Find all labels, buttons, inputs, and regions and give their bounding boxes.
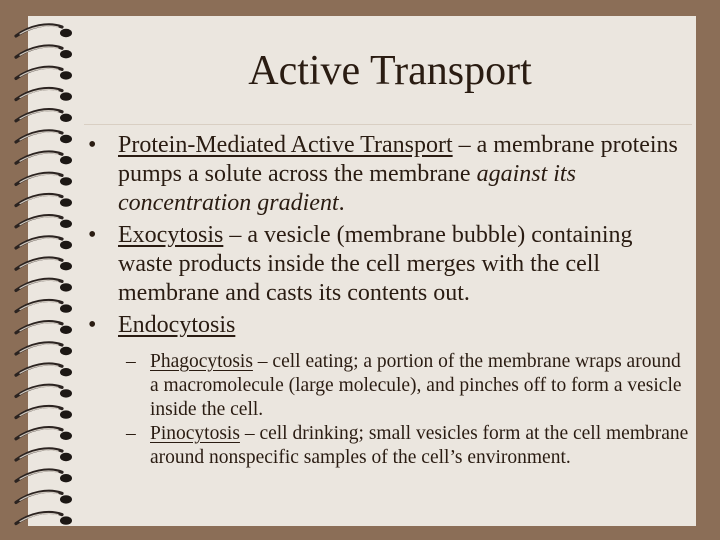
bullet-marker: •: [88, 222, 97, 248]
binding-ring-icon: [16, 194, 72, 206]
bullet-exocytosis: [86, 221, 692, 308]
binding-ring-icon: [16, 67, 72, 79]
spiral-binding: [0, 0, 90, 540]
bullet-text-end: .: [338, 190, 345, 216]
sub-bullet-pinocytosis: [86, 422, 692, 470]
title-divider: [84, 124, 692, 125]
binding-ring-icon: [16, 258, 72, 270]
binding-ring-icon: [16, 88, 72, 100]
term-pinocytosis: Pinocytosis: [150, 423, 240, 444]
bullet-marker: •: [88, 132, 97, 158]
binding-ring-icon: [16, 343, 72, 355]
bullet-text: – a membrane proteins pumps a solute across the membrane: [118, 132, 678, 187]
binding-ring-icon: [16, 322, 72, 334]
binding-ring-icon: [16, 300, 72, 312]
slide-title: Active Transport: [248, 48, 532, 94]
bullet-text: – a vesicle (membrane bubble) containing waste products inside the cell merges with the cell membrane and casts its contents out.: [118, 222, 633, 306]
binding-ring-icon: [16, 131, 72, 143]
binding-ring-icon: [16, 512, 72, 524]
bullet-protein-mediated: [86, 131, 692, 218]
binding-ring-icon: [16, 364, 72, 376]
term-phagocytosis: Phagocytosis: [150, 351, 253, 372]
binding-ring-icon: [16, 152, 72, 164]
binding-ring-icon: [16, 279, 72, 291]
sub-bullet-phagocytosis: [86, 350, 692, 422]
sub-bullet-marker: –: [126, 351, 136, 372]
term-endocytosis: Endocytosis: [118, 312, 236, 338]
binding-ring-icon: [16, 449, 72, 461]
binding-ring-icon: [16, 216, 72, 228]
sub-bullet-text: – cell eating; a portion of the membrane wraps around a macromolecule (large molecule), and pinches off to form a vesicle inside the cell.: [150, 351, 682, 420]
emphasis-text: against its concentration gradient: [118, 161, 576, 216]
binding-ring-icon: [16, 428, 72, 440]
bullet-endocytosis: [86, 311, 692, 340]
term-exocytosis: Exocytosis: [118, 222, 224, 248]
binding-ring-icon: [16, 110, 72, 122]
binding-ring-icon: [16, 491, 72, 503]
binding-ring-icon: [16, 237, 72, 249]
slide-body: [86, 131, 692, 470]
binding-ring-icon: [16, 25, 72, 37]
binding-ring-icon: [16, 173, 72, 185]
sub-bullet-text: – cell drinking; small vesicles form at the cell membrane around nonspecific samples of the cell’s environment.: [150, 423, 689, 468]
term-protein-mediated: Protein-Mediated Active Transport: [118, 132, 453, 158]
binding-ring-icon: [16, 470, 72, 482]
sub-bullet-marker: –: [126, 423, 136, 444]
bullet-marker: •: [88, 312, 97, 338]
binding-ring-icon: [16, 385, 72, 397]
binding-ring-icon: [16, 406, 72, 418]
binding-ring-icon: [16, 46, 72, 58]
